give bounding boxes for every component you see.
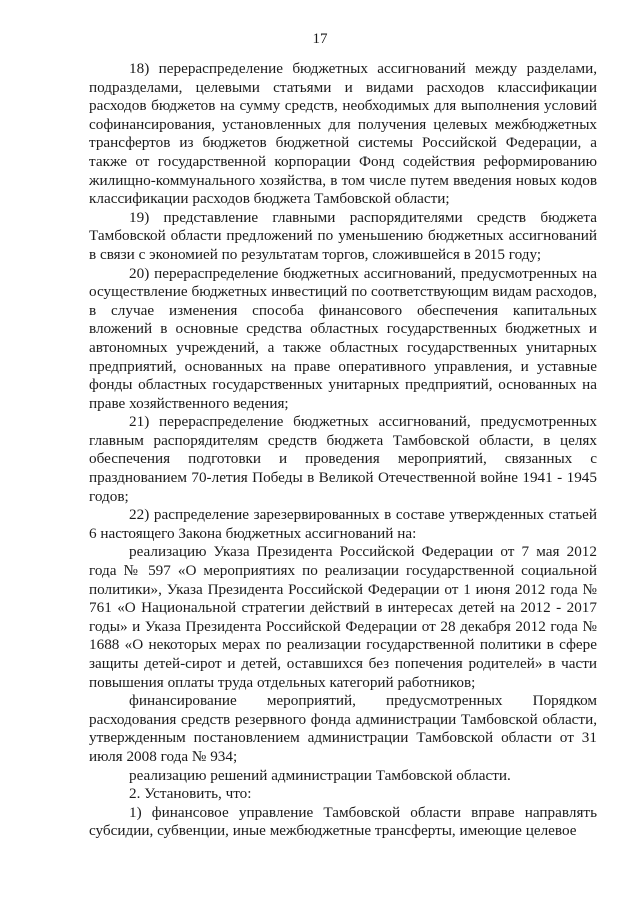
paragraph-item-22: 22) распределение зарезервированных в составе утвержденных статьей 6 настоящего Закона бюджетных ассигнований на:	[89, 506, 597, 542]
paragraph-administration-decisions: реализацию решений администрации Тамбовской области.	[129, 766, 511, 784]
page-number: 17	[312, 31, 328, 47]
paragraph-item-18: 18) перераспределение бюджетных ассигнований между разделами, подразделами, целевыми статьями и видами расходов классификации расходов бюджетов на сумму средств, необходимых для выполнения условий софинансирования, установленных для получения целевых межбюджетных трансфертов из бюджетов бюджетной системы Российской Федерации, а также от государственной корпорации Фонд содействия реформированию жилищно-коммунального хозяйства, в том числе путем введения новых кодов классификации расходов бюджета Тамбовской области;	[89, 60, 597, 208]
paragraph-item-21: 21) перераспределение бюджетных ассигнований, предусмотренных главным распорядителям средств бюджета Тамбовской области, в целях обеспечения подготовки и проведения мероприятий, связанных с празднованием 70-летия Победы в Великой Отечественной войне 1941 - 1945 годов;	[89, 413, 597, 505]
paragraph-section-2-item-1: 1) финансовое управление Тамбовской области вправе направлять субсидии, субвенции, иные межбюджетные трансферты, имеющие целевое	[89, 803, 597, 840]
paragraph-section-2: 2. Установить, что:	[129, 785, 252, 803]
document-body	[89, 60, 597, 841]
paragraph-reserve-fund: финансирование мероприятий, предусмотренных Порядком расходования средств резервного фонда администрации Тамбовской области, утвержденным постановлением администрации Тамбовской области от 31 июля 2008 года № 934;	[89, 692, 597, 765]
paragraph-item-19: 19) представление главными распорядителями средств бюджета Тамбовской области предложений по уменьшению бюджетных ассигнований в связи с экономией по результатам торгов, сложившейся в 2015 году;	[89, 208, 597, 263]
paragraph-item-20: 20) перераспределение бюджетных ассигнований, предусмотренных на осуществление бюджетных инвестиций по соответствующим видам расходов, в случае изменения способа финансового обеспечения капитальных вложений в основные средства областных государственных бюджетных и автономных учреждений, а также областных государственных унитарных предприятий, основанных на праве оперативного управления, и уставные фонды областных государственных унитарных предприятий, основанных на праве хозяйственного ведения;	[89, 264, 597, 412]
paragraph-decree-implementation: реализацию Указа Президента Российской Федерации от 7 мая 2012 года № 597 «О мероприятиях по реализации государственной социальной политики», Указа Президента Российской Федерации от 1 июня 2012 года № 761 «О Национальной стратегии действий в интересах детей на 2012 - 2017 годы» и Указа Президента Российской Федерации от 28 декабря 2012 года № 1688 «О некоторых мерах по реализации государственной политики в сфере защиты детей-сирот и детей, оставшихся без попечения родителей» в части повышения оплаты труда отдельных категорий работников;	[89, 543, 597, 691]
